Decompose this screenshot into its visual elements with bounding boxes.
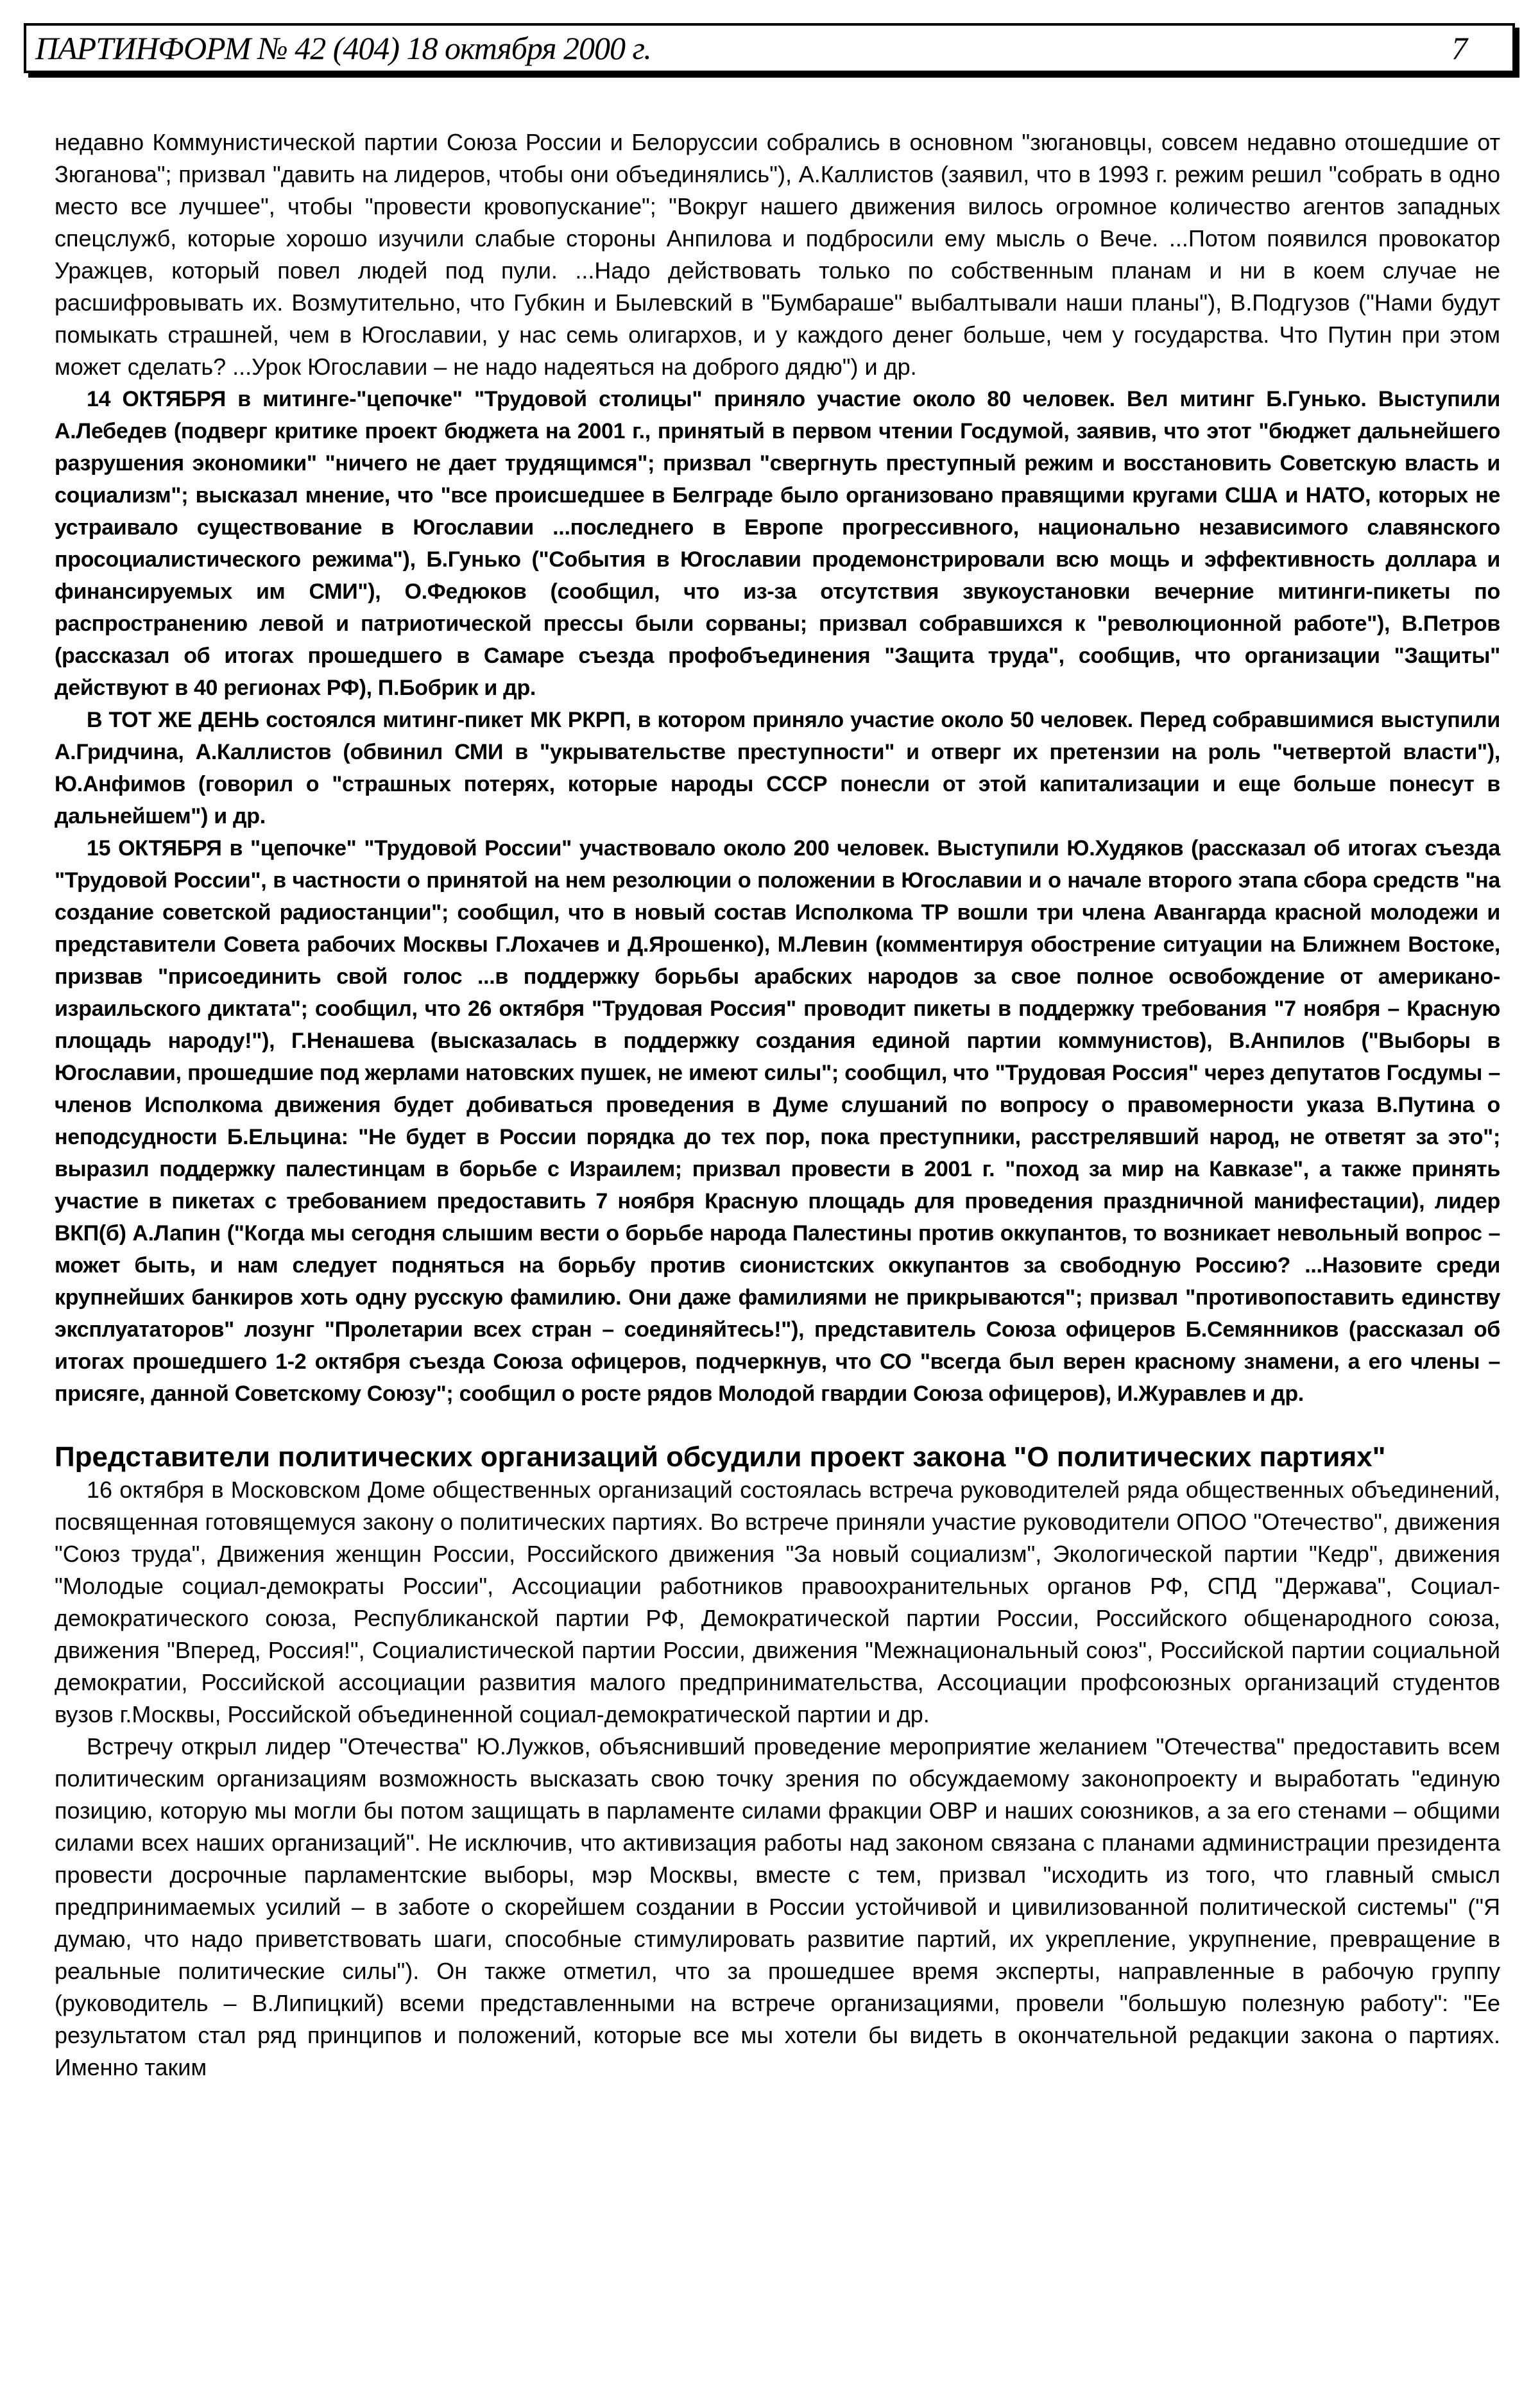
- section-paragraph: Встречу открыл лидер "Отечества" Ю.Лужков, объяснивший проведение мероприятие желанием "Отечества" предоставить всем политическим организациям возможность высказать свою точку зрения по обсуждаемому законопроекту и выработать "единую позицию, которую мы могли бы потом защищать в парламенте силами фракции ОВР и наших союзников, а за его стенами – общими силами всех наших организаций". Не исключив, что активизация работы над законом связана с планами администрации президента провести досрочные парламентские выборы, мэр Москвы, вместе с тем, призвал "исходить из того, что главный смысл предпринимаемых усилий – в заботе о скорейшем создании в России устойчивой и цивилизованной политической системы" ("Я думаю, что надо приветствовать шаги, способные стимулировать развитие партий, их укрепление, укрупнение, превращение в реальные политические силы"). Он также отметил, что за прошедшее время эксперты, направленные в рабочую группу (руководитель – В.Липицкий) всеми представленными на встрече организациями, провели "большую полезную работу": "Ее результатом стал ряд принципов и положений, которые все мы хотели бы видеть в окончательной редакции закона о партиях. Именно таким: [55, 1733, 1500, 2080]
- article-body: [55, 126, 1500, 2084]
- page-header: [24, 23, 1515, 73]
- page-number: 7: [1451, 30, 1467, 66]
- paragraph-oct-15: [55, 832, 1500, 1410]
- date-lead: В ТОТ ЖЕ ДЕНЬ: [87, 708, 259, 732]
- paragraph-same-day: [55, 704, 1500, 832]
- section-paragraph: 16 октября в Московском Доме общественных организаций состоялась встреча руководителей ряда общественных объединений, посвященная готовящемуся закону о политических партиях. Во встрече приняли участие руководители ОПОО "Отечество", движения "Союз труда", Движения женщин России, Российского движения "За новый социализм", Экологической партии "Кедр", движения "Молодые социал-демократы России", Ассоциации работников правоохранительных органов РФ, СПД "Держава", Социал-демократического союза, Республиканской партии РФ, Демократической партии России, Российского общенародного союза, движения "Вперед, Россия!", Социалистической партии России, движения "Межнациональный союз", Российской партии социальной демократии, Российской ассоциации развития малого предпринимательства, Ассоциации профсоюзных организаций студентов вузов г.Москвы, Российской объединенной социал-демократической партии и др.: [55, 1477, 1500, 1727]
- date-lead: 15 ОКТЯБРЯ: [87, 836, 222, 861]
- paragraph-oct-14: [55, 383, 1500, 704]
- section-heading: Представители политических организаций обсудили проект закона "О политических партиях": [55, 1441, 1386, 1473]
- date-lead: 14 ОКТЯБРЯ: [87, 387, 226, 411]
- paragraph-continued: недавно Коммунистической партии Союза России и Белоруссии собрались в основном "зюгановцы, совсем недавно отошедшие от Зюганова"; призвал "давить на лидеров, чтобы они объединялись"), А.Каллистов (заявил, что в 1993 г. режим решил "собрать в одно место все лучшее", чтобы "провести кровопускание"; "Вокруг нашего движения вилось огромное количество агентов западных спецслужб, которые хорошо изучили слабые стороны Анпилова и подбросили ему мысль о Вече. ...Потом появился провокатор Уражцев, который повел людей под пули. ...Надо действовать только по собственным планам и ни в коем случае не расшифровывать их. Возмутительно, что Губкин и Былевский в "Бумбараше" выбалтывали наши планы"), В.Подгузов ("Нами будут помыкать страшней, чем в Югославии, у нас семь олигархов, и у каждого денег больше, чем у государства. Что Путин при этом может сделать? ...Урок Югославии – не надо надеяться на доброго дядю") и др.: [55, 129, 1500, 380]
- paragraph-text: в "цепочке" "Трудовой России" участвовало около 200 человек. Выступили Ю.Худяков (рассказал об итогах съезда "Трудовой России", в частности о принятой на нем резолюции о положении в Югославии и о начале второго этапа сбора средств "на создание советской радиостанции"; сообщил, что в новый состав Исполкома ТР вошли три члена Авангарда красной молодежи и представители Совета рабочих Москвы Г.Лохачев и Д.Ярошенко), М.Левин (комментируя обострение ситуации на Ближнем Востоке, призвав "присоединить свой голос ...в поддержку борьбы арабских народов за свое полное освобождение от американо-израильского диктата"; сообщил, что 26 октября "Трудовая Россия" проводит пикеты в поддержку требования "7 ноября – Красную площадь народу!"), Г.Ненашева (высказалась в поддержку создания единой партии коммунистов), В.Анпилов ("Выборы в Югославии, прошедшие под жерлами натовских пушек, не имеют силы"; сообщил, что "Трудовая Россия" через депутатов Госдумы – членов Исполкома движения будет добиваться проведения в Думе слушаний по вопросу о правомерности указа В.Путина о неподсудности Б.Ельцина: "Не будет в России порядка до тех пор, пока преступники, расстрелявший народ, не ответят за это"; выразил поддержку палестинцам в борьбе с Израилем; призвал провести в 2001 г. "поход за мир на Кавказе", а также принять участие в пикетах с требованием предоставить 7 ноября Красную площадь для проведения праздничной манифестации), лидер ВКП(б) А.Лапин ("Когда мы сегодня слышим вести о борьбе народа Палестины против оккупантов, то возникает невольный вопрос – может быть, и нам следует подняться на борьбу против сионистских оккупантов за свободную Россию? ...Назовите среди крупнейших банкиров хоть одну русскую фамилию. Они даже фамилиями не прикрываются"; призвал "противопоставить единству эксплуататоров" лозунг "Пролетарии всех стран – соединяйтесь!"), представитель Союза офицеров Б.Семянников (рассказал об итогах прошедшего 1-2 октября съезда Союза офицеров, подчеркнув, что СО "всегда был верен красному знамени, а его члены – присяге, данной Советскому Союзу"; сообщил о росте рядов Молодой гвардии Союза офицеров), И.Журавлев и др.: [55, 836, 1500, 1406]
- paragraph-text: состоялся митинг-пикет МК РКРП, в котором приняло участие около 50 человек. Перед собравшимися выступили А.Гридчина, А.Каллистов (обвинил СМИ в "укрывательстве преступности" и отверг их претензии на роль "четвертой власти"), Ю.Анфимов (говорил о "страшных потерях, которые народы СССР понесли от этой капитализации и еще больше понесут в дальнейшем") и др.: [55, 708, 1500, 828]
- publication-title: ПАРТИНФОРМ № 42 (404) 18 октября 2000 г.: [35, 30, 651, 66]
- paragraph-text: в митинге-"цепочке" "Трудовой столицы" приняло участие около 80 человек. Вел митинг Б.Гунько. Выступили А.Лебедев (подверг критике проект бюджета на 2001 г., принятый в первом чтении Госдумой, заявив, что этот "бюджет дальнейшего разрушения экономики" "ничего не дает трудящимся"; призвал "свергнуть преступный режим и восстановить Советскую власть и социализм"; высказал мнение, что "все происшедшее в Белграде было организовано правящими кругами США и НАТО, которых не устраивало существование в Югославии ...последнего в Европе прогрессивного, национально независимого славянского просоциалистического режима"), Б.Гунько ("События в Югославии продемонстрировали всю мощь и эффективность доллара и финансируемых им СМИ"), О.Федюков (сообщил, что из-за отсутствия звукоустановки вечерние митинги-пикеты по распространению левой и патриотической прессы были сорваны; призвал собравшихся к "революционной работе"), В.Петров (рассказал об итогах прошедшего в Самаре съезда профобъединения "Защита труда", сообщив, что организации "Защиты" действуют в 40 регионах РФ), П.Бобрик и др.: [55, 387, 1500, 700]
